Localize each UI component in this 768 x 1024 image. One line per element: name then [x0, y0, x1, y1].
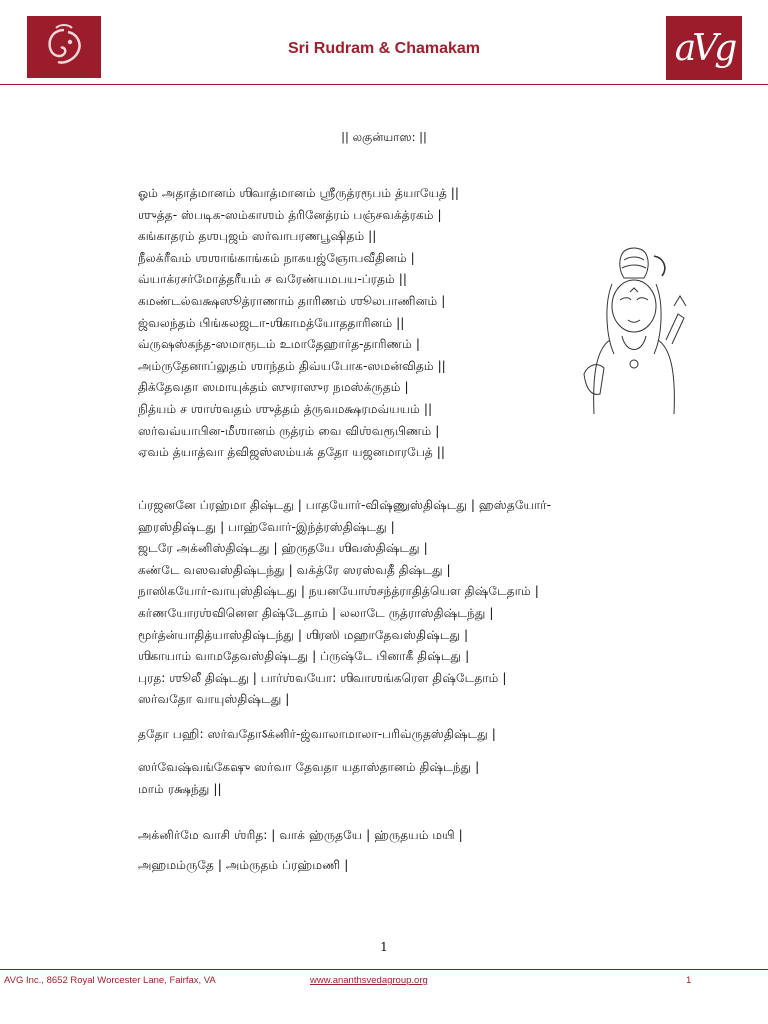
verse-line: ததோ பஹி: ஸர்வதோऽக்னிர்-ஜ்வாலாமாலா-பரிவ்ருதஸ்திஷ்டது | [138, 727, 496, 741]
verse-line: நித்யம் ச ஶாஶ்வதம் ஶுத்தம் த்ருவமக்ஷரமவ்யயம் || [138, 401, 433, 416]
verse-line: ஸர்வவ்யாபின-மீஶானம் ருத்ரம் வை விஶ்வரூபிணம் | [138, 423, 440, 438]
verse-line: திக்தேவதா ஸமாயுக்தம் ஸுராஸுர நமஸ்க்ருதம் | [138, 380, 409, 395]
verse-line: கர்ணயோரஶ்வினௌ திஷ்டேதாம் | லலாடே ருத்ராஸ்திஷ்டந்து | [138, 605, 494, 620]
verse-line: ப்ரஜனனே ப்ரஹ்மா திஷ்டது | பாதயோர்-விஷ்ணுஸ்திஷ்டது | ஹஸ்தயோர்- [138, 498, 552, 512]
shiva-icon [574, 244, 694, 420]
header-divider [0, 84, 768, 85]
verse-line: வ்யாக்ரசர்மோத்தரீயம் ச வரேண்யமபய-ப்ரதம் || [138, 272, 407, 287]
avg-logo [666, 16, 742, 80]
section-title: || லகுன்யாஸ: || [341, 130, 427, 144]
verse-line: கண்டே வஸவஸ்திஷ்டந்து | வக்த்ரே ஸரஸ்வதீ திஷ்டது | [138, 562, 451, 577]
verse-line: ஸர்வேஷ்வங்கேஷு ஸர்வா தேவதா யதாஸ்தானம் திஷ்டந்து | [138, 760, 480, 774]
verse-line: ஏவம் த்யாத்வா த்விஜஸ்ஸம்யக் ததோ யஜனமாரபேத் || [138, 445, 445, 460]
verse-line: கங்காதரம் தஶபுஜம் ஸர்வாபரணபூஷிதம் || [138, 229, 377, 244]
avg-logo-text: aVg [674, 27, 734, 69]
footer-page-number: 1 [686, 975, 692, 986]
verse-line: மூர்த்ன்யாதித்யாஸ்திஷ்டந்து | ஶிரஸி மஹாதேவஸ்திஷ்டது | [138, 627, 469, 642]
document-title: Sri Rudram & Chamakam [287, 40, 481, 57]
verse-line: கமண்டல்வக்ஷஸூத்ராணாம் தாரிணம் ஶூலபாணினம் | [138, 293, 446, 308]
verse-line: நாஸிகயோர்-வாயுஸ்திஷ்டது | நயனயோஶ்சந்த்ராதித்யௌ திஷ்டேதாம் | [138, 584, 539, 599]
verse-line: மாம் ரக்ஷந்து || [138, 781, 222, 796]
nyasa-verses [138, 495, 551, 711]
verse-line: ஹரஸ்திஷ்டது | பாஹ்வோர்-இந்த்ரஸ்திஷ்டது | [138, 519, 395, 534]
verse-line: ஜடரே அக்னிஸ்திஷ்டது | ஹ்ருதயே ஶிவஸ்திஷ்டது | [138, 541, 428, 556]
dhyanam-verses [138, 183, 459, 464]
verse-line: ஓம் அதாத்மானம் ஶிவாத்மானம் ஶ்ரீருத்ரரூபம் த்யாயேத் || [138, 186, 459, 200]
verse-line: ஶிகாயாம் வாமதேவஸ்திஷ்டது | ப்ருஷ்டே பினாகீ திஷ்டது | [138, 649, 470, 664]
verse-line: நீலக்ரீவம் ஶஶாங்காங்கம் நாகயஜ்ஞோபவீதினம் | [138, 250, 415, 265]
agni-verse [138, 724, 496, 746]
raksha-verses [138, 757, 479, 800]
verse-line: ஶுத்த- ஸ்படிக-ஸம்காஶம் த்ரினேத்ரம் பஞ்சவக்த்ரகம் | [138, 207, 442, 222]
verse-line: புரத: ஶூலீ திஷ்டது | பார்ஶ்வயோ: ஶிவாஶங்கரௌ திஷ்டேதாம் | [138, 670, 507, 685]
verse-line: ஸர்வதோ வாயுஸ்திஷ்டது | [138, 692, 290, 707]
footer-divider [0, 969, 768, 970]
footer-website-link[interactable]: www.ananthsvedagroup.org [310, 975, 428, 986]
verse-line: அம்ருதேனாப்லுதம் ஶாந்தம் திவ்யபோக-ஸமன்விதம் || [138, 358, 446, 373]
page-number: 1 [380, 940, 388, 954]
verse-line: வ்ருஷஸ்கந்த-ஸமாரூடம் உமாதேஹார்த-தாரிணம் | [138, 337, 420, 352]
shiva-illustration [574, 244, 694, 420]
footer-address: AVG Inc., 8652 Royal Worcester Lane, Fairfax, VA [4, 975, 216, 986]
verse-line: அக்னிர்மே வாசி ஶ்ரித: | வாக் ஹ்ருதயே | ஹ்ருதயம் மயி | [138, 828, 463, 842]
vedic-verses [138, 820, 463, 880]
verse-line: அஹமம்ருதே | அம்ருதம் ப்ரஹ்மணி | [138, 858, 349, 872]
verse-line: ஜ்வலந்தம் பிங்கலஜடா-ஶிகாமத்யோததாரினம் || [138, 315, 405, 330]
